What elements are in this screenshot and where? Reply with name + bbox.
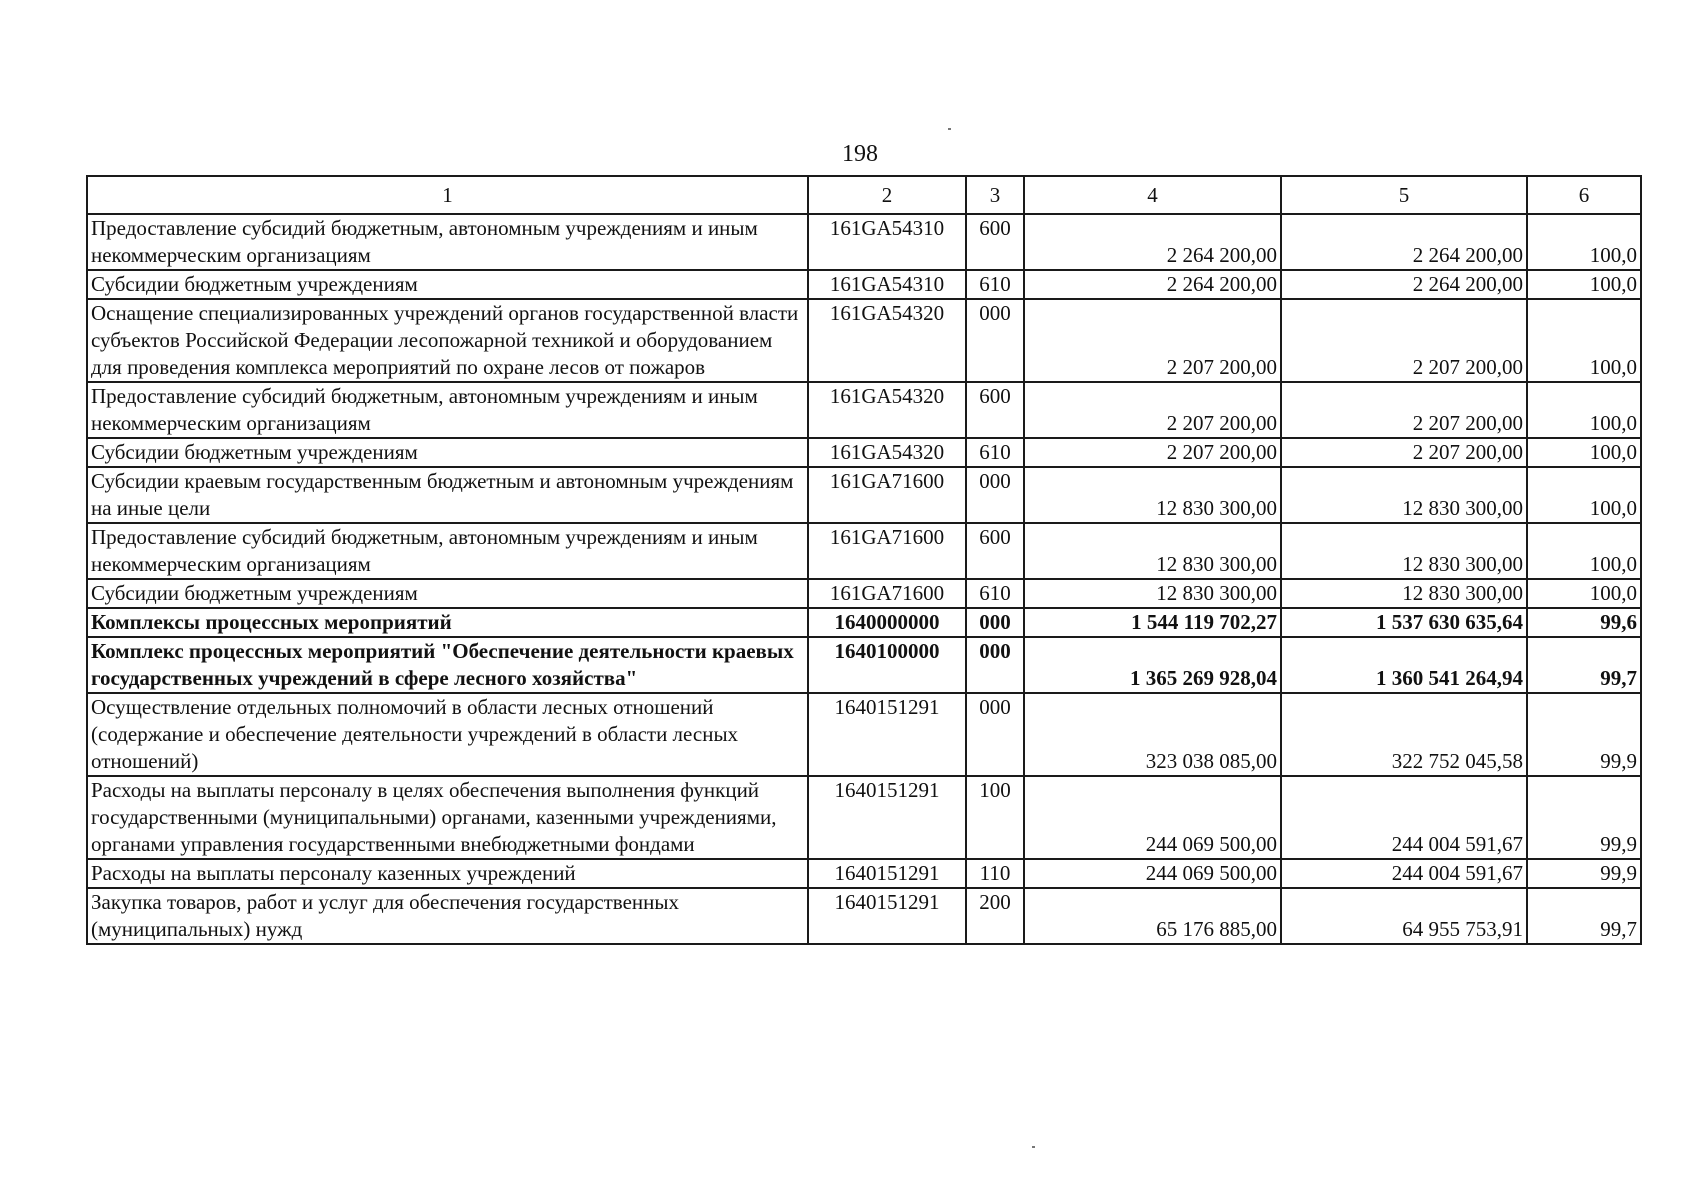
row-code-cell: 161GA54320 — [808, 382, 966, 438]
row-type-cell: 100 — [966, 776, 1024, 859]
table-row — [87, 214, 1641, 270]
row-name-cell: Оснащение специализированных учреждений органов государственной власти субъектов Российской Федерации лесопожарной техникой и оборудованием для проведения комплекса мероприятий по охране лесов от пожаров — [87, 299, 808, 382]
row-name-cell: Субсидии бюджетным учреждениям — [87, 270, 808, 299]
row-fact-cell: 12 830 300,00 — [1281, 579, 1527, 608]
row-code-cell: 161GA54320 — [808, 438, 966, 467]
table-row — [87, 859, 1641, 888]
table-row — [87, 467, 1641, 523]
row-name-cell: Расходы на выплаты персоналу казенных учреждений — [87, 859, 808, 888]
table-row — [87, 438, 1641, 467]
row-fact-cell: 1 537 630 635,64 — [1281, 608, 1527, 637]
row-percent-cell: 100,0 — [1527, 382, 1641, 438]
row-percent-cell: 100,0 — [1527, 523, 1641, 579]
row-code-cell: 1640151291 — [808, 776, 966, 859]
header-cell: 5 — [1281, 176, 1527, 214]
row-code-cell: 1640151291 — [808, 859, 966, 888]
row-type-cell: 110 — [966, 859, 1024, 888]
row-code-cell: 161GA54320 — [808, 299, 966, 382]
header-cell: 3 — [966, 176, 1024, 214]
row-plan-cell: 323 038 085,00 — [1024, 693, 1281, 776]
table-body — [87, 214, 1641, 944]
row-name-cell: Комплекс процессных мероприятий "Обеспечение деятельности краевых государственных учреждений в сфере лесного хозяйства" — [87, 637, 808, 693]
row-code-cell: 1640151291 — [808, 693, 966, 776]
row-name-cell: Предоставление субсидий бюджетным, автономным учреждениям и иным некоммерческим организациям — [87, 382, 808, 438]
header-cell: 4 — [1024, 176, 1281, 214]
row-fact-cell: 64 955 753,91 — [1281, 888, 1527, 944]
table-row — [87, 888, 1641, 944]
row-name-cell: Предоставление субсидий бюджетным, автономным учреждениям и иным некоммерческим организациям — [87, 214, 808, 270]
row-fact-cell: 2 264 200,00 — [1281, 214, 1527, 270]
row-percent-cell: 99,7 — [1527, 888, 1641, 944]
page-number: 198 — [842, 141, 878, 167]
row-plan-cell: 2 207 200,00 — [1024, 438, 1281, 467]
table-row — [87, 299, 1641, 382]
row-fact-cell: 2 207 200,00 — [1281, 438, 1527, 467]
row-code-cell: 1640151291 — [808, 888, 966, 944]
row-code-cell: 161GA71600 — [808, 467, 966, 523]
row-percent-cell: 99,9 — [1527, 859, 1641, 888]
row-fact-cell: 244 004 591,67 — [1281, 859, 1527, 888]
row-percent-cell: 100,0 — [1527, 270, 1641, 299]
row-plan-cell: 244 069 500,00 — [1024, 776, 1281, 859]
scan-speck — [1032, 1146, 1035, 1148]
row-code-cell: 161GA54310 — [808, 270, 966, 299]
row-code-cell: 161GA71600 — [808, 523, 966, 579]
row-type-cell: 610 — [966, 438, 1024, 467]
row-code-cell: 161GA54310 — [808, 214, 966, 270]
row-fact-cell: 244 004 591,67 — [1281, 776, 1527, 859]
row-name-cell: Субсидии краевым государственным бюджетным и автономным учреждениям на иные цели — [87, 467, 808, 523]
row-name-cell: Комплексы процессных мероприятий — [87, 608, 808, 637]
row-plan-cell: 1 365 269 928,04 — [1024, 637, 1281, 693]
row-percent-cell: 100,0 — [1527, 438, 1641, 467]
row-percent-cell: 100,0 — [1527, 579, 1641, 608]
row-percent-cell: 100,0 — [1527, 467, 1641, 523]
row-code-cell: 161GA71600 — [808, 579, 966, 608]
row-plan-cell: 2 264 200,00 — [1024, 270, 1281, 299]
row-type-cell: 610 — [966, 270, 1024, 299]
row-name-cell: Закупка товаров, работ и услуг для обеспечения государственных (муниципальных) нужд — [87, 888, 808, 944]
row-percent-cell: 99,9 — [1527, 776, 1641, 859]
row-name-cell: Субсидии бюджетным учреждениям — [87, 438, 808, 467]
row-percent-cell: 99,7 — [1527, 637, 1641, 693]
row-type-cell: 000 — [966, 693, 1024, 776]
table-row — [87, 637, 1641, 693]
row-code-cell: 1640000000 — [808, 608, 966, 637]
row-type-cell: 600 — [966, 214, 1024, 270]
row-plan-cell: 65 176 885,00 — [1024, 888, 1281, 944]
row-percent-cell: 100,0 — [1527, 214, 1641, 270]
row-type-cell: 200 — [966, 888, 1024, 944]
row-plan-cell: 2 207 200,00 — [1024, 382, 1281, 438]
header-cell: 6 — [1527, 176, 1641, 214]
table-row — [87, 382, 1641, 438]
row-type-cell: 000 — [966, 637, 1024, 693]
table-row — [87, 523, 1641, 579]
table-row — [87, 270, 1641, 299]
row-fact-cell: 12 830 300,00 — [1281, 467, 1527, 523]
row-fact-cell: 1 360 541 264,94 — [1281, 637, 1527, 693]
row-name-cell: Предоставление субсидий бюджетным, автономным учреждениям и иным некоммерческим организациям — [87, 523, 808, 579]
row-name-cell: Расходы на выплаты персоналу в целях обеспечения выполнения функций государственными (муниципальными) органами, казенными учреждениями, органами управления государственными внебюджетными фондами — [87, 776, 808, 859]
row-plan-cell: 12 830 300,00 — [1024, 523, 1281, 579]
row-type-cell: 600 — [966, 382, 1024, 438]
row-plan-cell: 2 207 200,00 — [1024, 299, 1281, 382]
row-type-cell: 000 — [966, 608, 1024, 637]
row-type-cell: 600 — [966, 523, 1024, 579]
row-plan-cell: 1 544 119 702,27 — [1024, 608, 1281, 637]
table-row — [87, 608, 1641, 637]
row-code-cell: 1640100000 — [808, 637, 966, 693]
table-row — [87, 579, 1641, 608]
row-fact-cell: 2 207 200,00 — [1281, 299, 1527, 382]
row-name-cell: Субсидии бюджетным учреждениям — [87, 579, 808, 608]
scan-speck — [948, 128, 951, 130]
table-row — [87, 693, 1641, 776]
row-type-cell: 000 — [966, 467, 1024, 523]
row-fact-cell: 12 830 300,00 — [1281, 523, 1527, 579]
row-name-cell: Осуществление отдельных полномочий в области лесных отношений (содержание и обеспечение деятельности учреждений в области лесных отношений) — [87, 693, 808, 776]
header-cell: 1 — [87, 176, 808, 214]
row-fact-cell: 2 207 200,00 — [1281, 382, 1527, 438]
budget-table — [86, 175, 1642, 945]
table-row — [87, 776, 1641, 859]
row-plan-cell: 12 830 300,00 — [1024, 467, 1281, 523]
row-percent-cell: 100,0 — [1527, 299, 1641, 382]
row-fact-cell: 322 752 045,58 — [1281, 693, 1527, 776]
row-percent-cell: 99,9 — [1527, 693, 1641, 776]
row-fact-cell: 2 264 200,00 — [1281, 270, 1527, 299]
row-type-cell: 000 — [966, 299, 1024, 382]
row-plan-cell: 244 069 500,00 — [1024, 859, 1281, 888]
header-row — [87, 176, 1641, 214]
row-plan-cell: 12 830 300,00 — [1024, 579, 1281, 608]
row-plan-cell: 2 264 200,00 — [1024, 214, 1281, 270]
header-cell: 2 — [808, 176, 966, 214]
row-type-cell: 610 — [966, 579, 1024, 608]
row-percent-cell: 99,6 — [1527, 608, 1641, 637]
